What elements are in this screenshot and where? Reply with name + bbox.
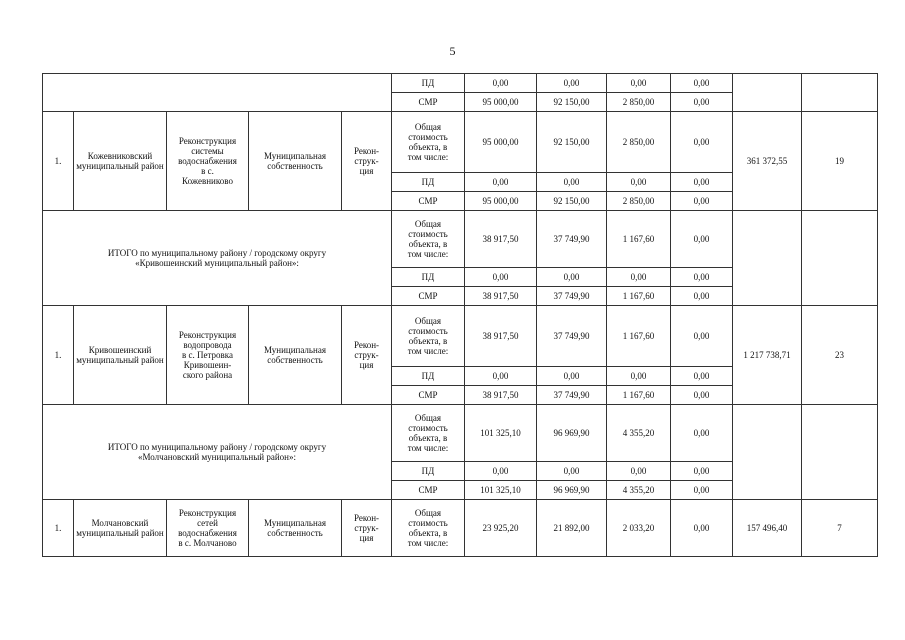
ownership-cell: Муниципальная собственность (249, 112, 342, 211)
row-label-pd: ПД (392, 462, 465, 481)
district-cell: Кожевниковский муниципальный район (74, 112, 167, 211)
amount-cell: 95 000,00 (465, 192, 537, 211)
amount-cell: 101 325,10 (465, 405, 537, 462)
amount-cell: 96 969,90 (537, 481, 607, 500)
empty-cell (802, 211, 878, 306)
amount-cell: 4 355,20 (607, 481, 671, 500)
amount-cell: 2 850,00 (607, 192, 671, 211)
amount-cell: 38 917,50 (465, 211, 537, 268)
amount-cell: 0,00 (671, 192, 733, 211)
row-label-pd: ПД (392, 74, 465, 93)
row-number: 1. (43, 500, 74, 557)
population-cell: 1 217 738,71 (733, 306, 802, 405)
amount-cell: 0,00 (671, 462, 733, 481)
row-label-smr: СМР (392, 93, 465, 112)
amount-cell: 0,00 (607, 173, 671, 192)
object-cell: Реконструкция системы водоснабжения в с. Кожевниково (167, 112, 249, 211)
table-row (43, 112, 878, 173)
amount-cell: 0,00 (671, 405, 733, 462)
funding-table (42, 73, 878, 557)
rank-cell: 23 (802, 306, 878, 405)
amount-cell: 0,00 (465, 462, 537, 481)
amount-cell: 0,00 (465, 268, 537, 287)
empty-cell (733, 405, 802, 500)
rank-cell: 7 (802, 500, 878, 557)
empty-cell (802, 74, 878, 112)
population-cell: 361 372,55 (733, 112, 802, 211)
amount-cell: 0,00 (465, 173, 537, 192)
amount-cell: 101 325,10 (465, 481, 537, 500)
ownership-cell: Муниципальная собственность (249, 500, 342, 557)
work-type-cell: Рекон- струк- ция (342, 112, 392, 211)
table-row (43, 306, 878, 367)
amount-cell: 21 892,00 (537, 500, 607, 557)
amount-cell: 37 749,90 (537, 287, 607, 306)
amount-cell: 2 850,00 (607, 112, 671, 173)
table-row (43, 74, 878, 93)
row-label-smr: СМР (392, 481, 465, 500)
amount-cell: 0,00 (537, 74, 607, 93)
amount-cell: 0,00 (607, 367, 671, 386)
amount-cell: 0,00 (671, 173, 733, 192)
row-label-smr: СМР (392, 287, 465, 306)
amount-cell: 0,00 (465, 74, 537, 93)
district-cell: Кривошеинский муниципальный район (74, 306, 167, 405)
amount-cell: 0,00 (537, 462, 607, 481)
amount-cell: 0,00 (671, 268, 733, 287)
amount-cell: 0,00 (671, 93, 733, 112)
amount-cell: 0,00 (671, 211, 733, 268)
subtotal-label: ИТОГО по муниципальному району / городскому округу «Молчановский муниципальный район»: (43, 405, 392, 500)
amount-cell: 37 749,90 (537, 386, 607, 405)
amount-cell: 95 000,00 (465, 93, 537, 112)
amount-cell: 0,00 (671, 74, 733, 93)
ownership-cell: Муниципальная собственность (249, 306, 342, 405)
amount-cell: 0,00 (607, 74, 671, 93)
amount-cell: 23 925,20 (465, 500, 537, 557)
amount-cell: 38 917,50 (465, 306, 537, 367)
amount-cell: 95 000,00 (465, 112, 537, 173)
work-type-cell: Рекон- струк- ция (342, 500, 392, 557)
amount-cell: 0,00 (537, 367, 607, 386)
amount-cell: 0,00 (671, 386, 733, 405)
amount-cell: 38 917,50 (465, 287, 537, 306)
object-cell: Реконструкция сетей водоснабжения в с. Молчаново (167, 500, 249, 557)
empty-cell (802, 405, 878, 500)
amount-cell: 0,00 (671, 367, 733, 386)
subtotal-label: ИТОГО по муниципальному району / городскому округу «Кривошеинский муниципальный район»: (43, 211, 392, 306)
amount-cell: 2 850,00 (607, 93, 671, 112)
work-type-cell: Рекон- струк- ция (342, 306, 392, 405)
row-label-smr: СМР (392, 386, 465, 405)
amount-cell: 92 150,00 (537, 192, 607, 211)
amount-cell: 96 969,90 (537, 405, 607, 462)
row-label-smr: СМР (392, 192, 465, 211)
amount-cell: 37 749,90 (537, 306, 607, 367)
amount-cell: 0,00 (607, 462, 671, 481)
table-row (43, 500, 878, 557)
object-cell: Реконструкция водопровода в с. Петровка Кривошеин- ского района (167, 306, 249, 405)
amount-cell: 1 167,60 (607, 386, 671, 405)
empty-cell (733, 211, 802, 306)
amount-cell: 0,00 (671, 306, 733, 367)
amount-cell: 0,00 (537, 268, 607, 287)
row-number: 1. (43, 112, 74, 211)
amount-cell: 37 749,90 (537, 211, 607, 268)
amount-cell: 0,00 (671, 481, 733, 500)
amount-cell: 0,00 (537, 173, 607, 192)
row-label-total: Общая стоимость объекта, в том числе: (392, 405, 465, 462)
amount-cell: 0,00 (465, 367, 537, 386)
row-label-total: Общая стоимость объекта, в том числе: (392, 306, 465, 367)
row-label-total: Общая стоимость объекта, в том числе: (392, 112, 465, 173)
table-row (43, 405, 878, 462)
amount-cell: 0,00 (607, 268, 671, 287)
empty-cell (733, 74, 802, 112)
amount-cell: 92 150,00 (537, 93, 607, 112)
table-row (43, 211, 878, 268)
amount-cell: 0,00 (671, 112, 733, 173)
amount-cell: 1 167,60 (607, 287, 671, 306)
amount-cell: 4 355,20 (607, 405, 671, 462)
population-cell: 157 496,40 (733, 500, 802, 557)
amount-cell: 0,00 (671, 500, 733, 557)
empty-cell (43, 74, 392, 112)
row-label-pd: ПД (392, 367, 465, 386)
amount-cell: 1 167,60 (607, 306, 671, 367)
row-label-pd: ПД (392, 268, 465, 287)
amount-cell: 1 167,60 (607, 211, 671, 268)
row-label-total: Общая стоимость объекта, в том числе: (392, 500, 465, 557)
amount-cell: 0,00 (671, 287, 733, 306)
amount-cell: 38 917,50 (465, 386, 537, 405)
rank-cell: 19 (802, 112, 878, 211)
row-label-pd: ПД (392, 173, 465, 192)
amount-cell: 2 033,20 (607, 500, 671, 557)
page-number: 5 (449, 44, 456, 58)
amount-cell: 92 150,00 (537, 112, 607, 173)
row-label-total: Общая стоимость объекта, в том числе: (392, 211, 465, 268)
district-cell: Молчановский муниципальный район (74, 500, 167, 557)
row-number: 1. (43, 306, 74, 405)
